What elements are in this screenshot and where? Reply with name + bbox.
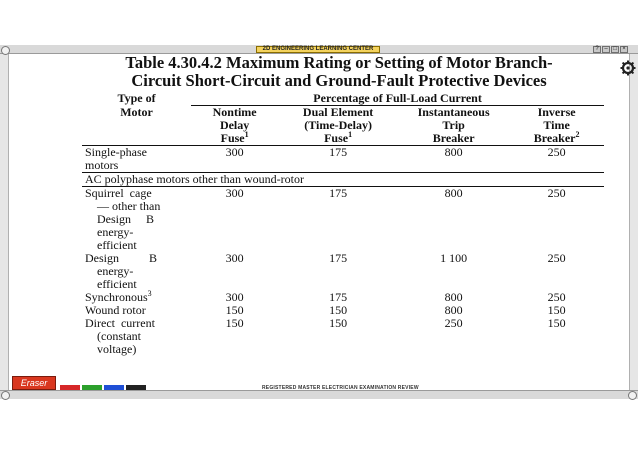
viewer-bottom-bar: [0, 390, 638, 399]
cell-value: 1 100: [440, 251, 468, 265]
cell-value: 175: [278, 187, 398, 253]
window-controls: [593, 46, 628, 53]
cell-value: 175: [278, 146, 398, 173]
corner-knob-top-left[interactable]: [1, 46, 10, 55]
cell-value: 250: [444, 316, 463, 330]
header-row-1: [82, 92, 604, 106]
maximize-button[interactable]: □: [611, 46, 619, 53]
table-row: [82, 252, 604, 291]
col-header-dual: Dual Element (Time-Delay) Fuse$^1$: [278, 106, 398, 146]
cell-value: 300: [191, 187, 278, 253]
cell-value: 800: [398, 187, 509, 253]
cell-value: 800: [444, 290, 463, 304]
row-label-squirrel-cage: Squirrel cage — other than Design B energy- efficient: [82, 187, 191, 253]
col-header-inverse: Inverse Time Breaker$^2$: [509, 106, 604, 146]
cell-value: 150: [329, 303, 348, 317]
cell-value: 800: [398, 146, 509, 173]
row-label-design-b: Design B energy- efficient: [85, 251, 157, 291]
row-label-wound-rotor: Wound rotor: [85, 303, 146, 317]
cell-value: 175: [329, 290, 348, 304]
pen-green-swatch[interactable]: [82, 385, 102, 390]
section-label: AC polyphase motors other than wound-rotor: [82, 173, 604, 187]
cell-value: 150: [225, 303, 244, 317]
cell-value: 150: [225, 316, 244, 330]
pen-color-tray: [60, 385, 146, 390]
motor-header: Motor: [120, 104, 153, 119]
cell-value: 250: [509, 187, 604, 253]
row-label-single-phase: Single-phase motors: [82, 146, 191, 173]
cell-value: 800: [444, 303, 463, 317]
document-page: [72, 54, 606, 90]
viewer-right-bar: [629, 54, 638, 390]
section-row: [82, 173, 604, 187]
header-row-2: [82, 106, 604, 146]
eraser-button[interactable]: Eraser: [12, 376, 56, 390]
cell-value: 250: [547, 290, 566, 304]
cell-value: 150: [547, 303, 566, 317]
table-row: [82, 317, 604, 356]
cell-value: 250: [547, 251, 566, 265]
col-header-instantaneous: Instantaneous Trip Breaker: [398, 106, 509, 146]
cell-value: 300: [225, 290, 244, 304]
cell-value: 175: [329, 251, 348, 265]
percentage-header: Percentage of Full-Load Current: [313, 91, 482, 105]
protective-devices-table: [82, 92, 604, 356]
table-title-line1: Table 4.30.4.2 Maximum Rating or Setting of Motor Branch-: [125, 53, 553, 72]
row-label-synchronous: Synchronous$^3$: [85, 289, 152, 304]
table-row: [82, 187, 604, 253]
cell-value: 150: [547, 316, 566, 330]
cell-value: 300: [225, 251, 244, 265]
gear-icon[interactable]: [620, 60, 636, 76]
table-row: [82, 146, 604, 173]
type-of-motor-header: Type of: [117, 91, 156, 105]
corner-knob-bottom-right[interactable]: [628, 391, 637, 400]
viewer-left-bar: [0, 54, 9, 390]
corner-knob-bottom-left[interactable]: [1, 391, 10, 400]
table-title-line2: Circuit Short-Circuit and Ground-Fault Protective Devices: [131, 71, 547, 90]
help-button[interactable]: ?: [593, 46, 601, 53]
close-button[interactable]: ×: [620, 46, 628, 53]
col-header-nontime: Nontime Delay Fuse$^1$: [191, 106, 278, 146]
cell-value: 150: [329, 316, 348, 330]
minimize-button[interactable]: –: [602, 46, 610, 53]
footer-caption: REGISTERED MASTER ELECTRICIAN EXAMINATION REVIEW: [262, 385, 419, 391]
row-label-direct-current: Direct current (constant voltage): [85, 316, 155, 356]
cell-value: 250: [509, 146, 604, 173]
cell-value: 300: [191, 146, 278, 173]
pen-red-swatch[interactable]: [60, 385, 80, 390]
pen-black-swatch[interactable]: [126, 385, 146, 390]
pen-blue-swatch[interactable]: [104, 385, 124, 390]
header-banner: 2D ENGINEERING LEARNING CENTER: [256, 46, 380, 53]
